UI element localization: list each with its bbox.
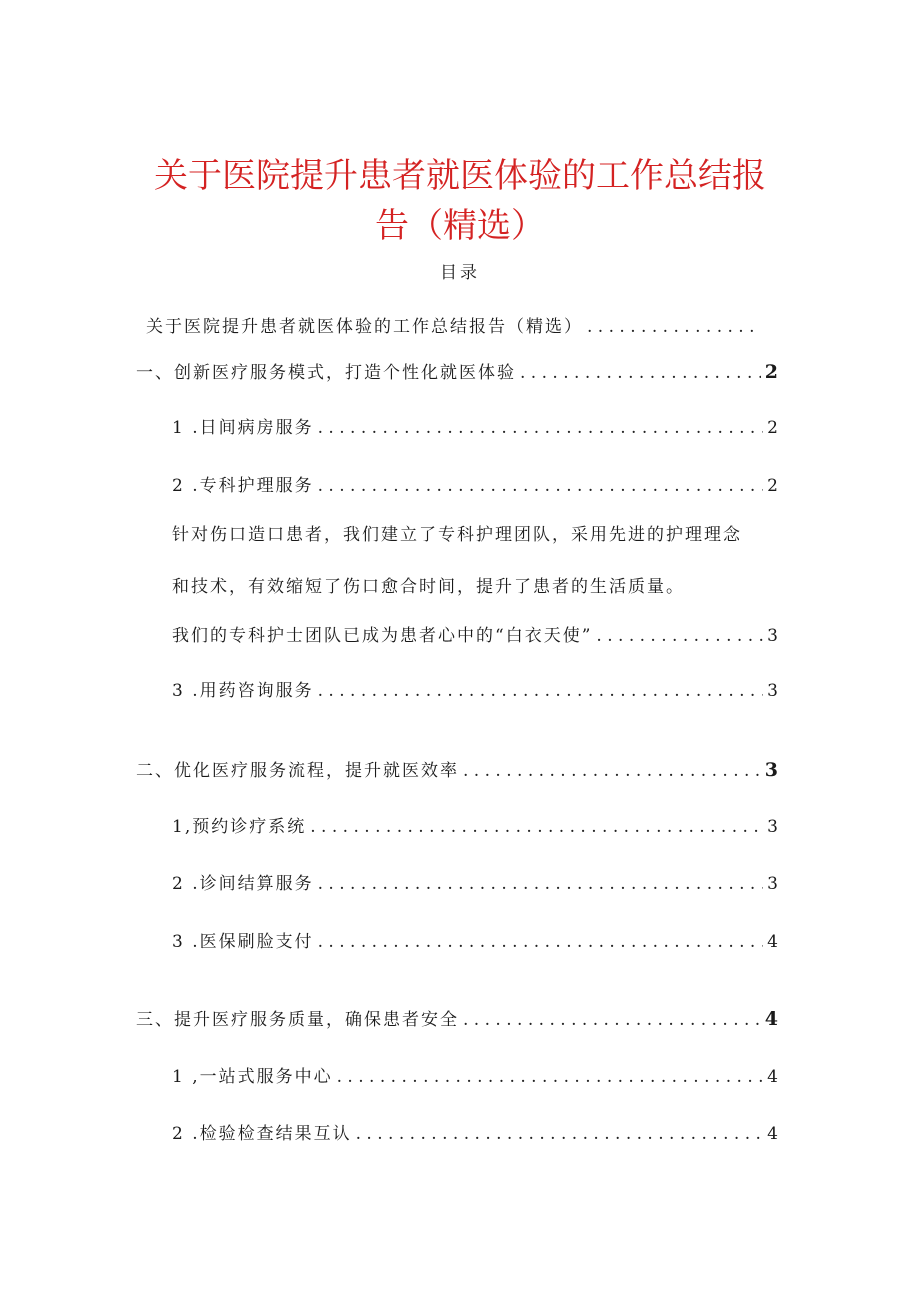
toc-leader-dots [314,874,764,894]
toc-entry-page: 4 [764,1008,778,1030]
toc-leader-dots [583,317,758,337]
toc-entry-page: 2 [764,361,778,383]
toc-leader-dots [592,626,763,646]
toc-entry-1-2 [172,471,778,497]
toc-entry-1-2-sub [172,621,778,647]
toc-entry-page: 2 [767,476,778,496]
toc-entry-page: 3 [767,681,778,701]
toc-entry-label: 3 .医保刷脸支付 [172,932,314,952]
toc-leader-dots [314,932,764,952]
toc-entry-2-1 [172,812,778,838]
toc-entry-page: 3 [767,874,778,894]
toc-leader-dots [459,761,761,781]
toc-entry-page: 2 [767,418,778,438]
toc-leader-dots [314,681,764,701]
toc-entry-label: 2 .专科护理服务 [172,476,314,496]
toc-leader-dots [333,1067,764,1087]
toc-entry-main [146,312,762,338]
toc-entry-label: 二、优化医疗服务流程，提升就医效率 [136,761,459,781]
toc-entry-label: 1,预约诊疗系统 [172,817,307,837]
toc-entry-page: 4 [767,1067,778,1087]
toc-entry-label: 1 .日间病房服务 [172,418,314,438]
document-title-line2: 告（精选） [375,206,545,246]
toc-leader-dots [314,418,764,438]
toc-entry-page: 3 [764,759,778,781]
toc-entry-section-2 [136,756,778,782]
toc-entry-label: 我们的专科护士团队已成为患者心中的“白衣天使” [172,626,593,646]
paragraph-line2: 和技术，有效缩短了伤口愈合时间，提升了患者的生活质量。 [172,577,685,597]
toc-leader-dots [459,1010,761,1030]
toc-entry-page: 4 [767,932,778,952]
paragraph-line1: 针对伤口造口患者，我们建立了专科护理团队，采用先进的护理理念 [172,525,742,545]
toc-leader-dots [516,363,761,383]
toc-entry-section-1 [136,358,778,384]
toc-entry-3-2 [172,1119,778,1145]
toc-entry-label: 三、提升医疗服务质量，确保患者安全 [136,1010,459,1030]
toc-entry-page: 3 [767,626,778,646]
toc-entry-page: 4 [767,1124,778,1144]
toc-entry-3-1 [172,1062,778,1088]
toc-entry-page: 3 [767,817,778,837]
toc-leader-dots [306,817,763,837]
toc-entry-1-1 [172,413,778,439]
toc-entry-label: 关于医院提升患者就医体验的工作总结报告（精选） [146,317,583,337]
toc-heading: 目录 [440,263,480,283]
toc-leader-dots [352,1124,764,1144]
toc-leader-dots [314,476,764,496]
toc-entry-2-2 [172,869,778,895]
toc-entry-label: 2 .检验检查结果互认 [172,1124,352,1144]
toc-entry-2-3 [172,927,778,953]
toc-entry-1-3 [172,676,778,702]
document-title-line1: 关于医院提升患者就医体验的工作总结报 [154,156,766,196]
toc-entry-label: 2 .诊间结算服务 [172,874,314,894]
toc-entry-section-3 [136,1005,778,1031]
toc-entry-label: 一、创新医疗服务模式，打造个性化就医体验 [136,363,516,383]
toc-entry-label: 1 ,一站式服务中心 [172,1067,333,1087]
toc-entry-label: 3 .用药咨询服务 [172,681,314,701]
